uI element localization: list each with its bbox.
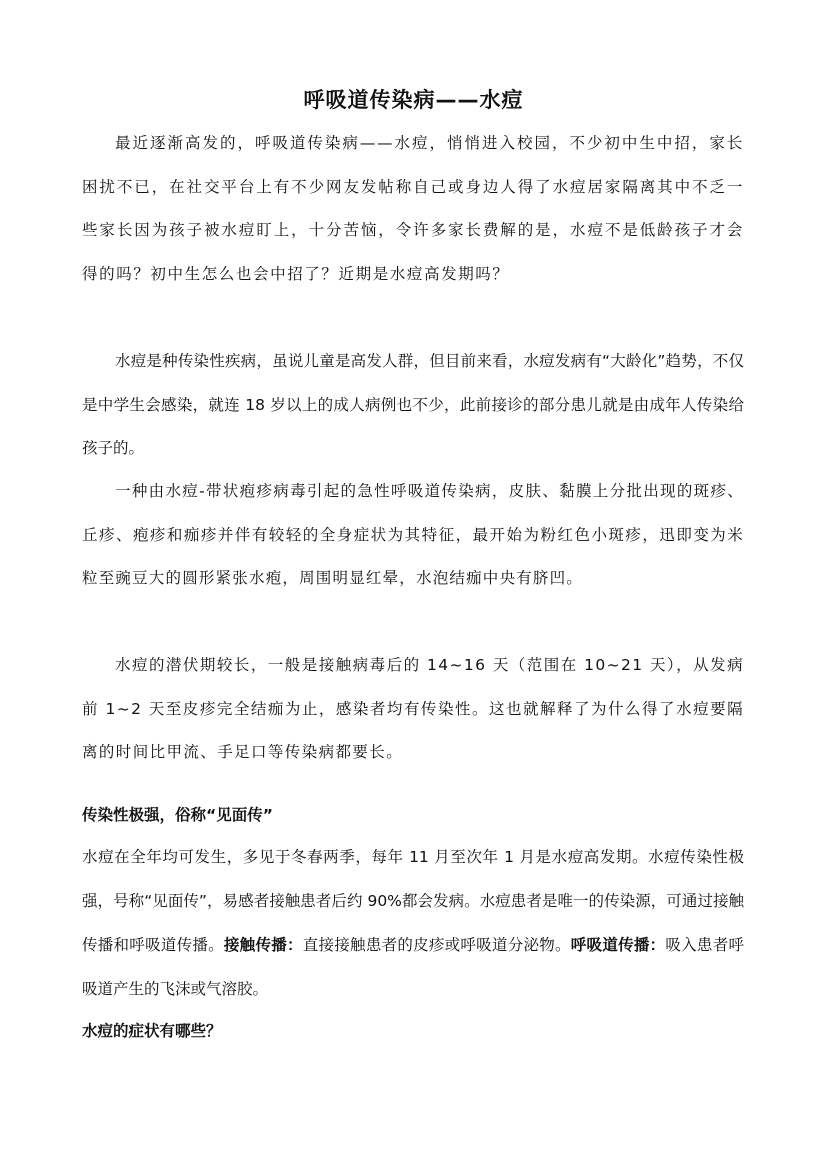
paragraph-intro: 最近逐渐高发的，呼吸道传染病——水痘，悄悄进入校园，不少初中生中招，家长困扰不已，在社交平台上有不少网友发帖称自己或身边人得了水痘居家隔离其中不乏一些家长因为孩子被水痘盯上，十分苦恼，令许多家长费解的是，水痘不是低龄孩子才会得的吗？初中生怎么也会中招了？近期是水痘高发期吗？ <box>82 134 744 283</box>
transmission-text-2: 直接接触患者的皮疹或呼吸道分泌物。 <box>302 936 571 954</box>
transmission-text-1: 水痘在全年均可发生，多见于冬春两季，每年 11 月至次年 1 月是水痘高发期。水痘传染性极强，号称“见面传”，易感者接触患者后约 90%都会发病。水痘患者是唯一的传染源，可通过接触传播和呼吸道传播。 <box>82 848 744 954</box>
contact-transmission-label: 接触传播： <box>223 936 303 954</box>
section-heading-contagious: 传染性极强，俗称“见面传” <box>82 806 273 824</box>
transmission-text-3: 吸入患者呼吸道产生的飞沫或气溶胶。 <box>82 936 744 998</box>
paragraph-symptoms-description: 一种由水痘-带状疱疹病毒引起的急性呼吸道传染病，皮肤、黏膜上分批出现的斑疹、丘疹、疱疹和痂疹并伴有较轻的全身症状为其特征，最开始为粉红色小斑疹，迅即变为米粒至豌豆大的圆形紧张水疱，周围明显红晕，水泡结痂中央有脐凹。 <box>82 482 744 587</box>
document-title: 呼吸道传染病——水痘 <box>303 88 524 112</box>
respiratory-transmission-label: 呼吸道传播： <box>570 936 666 954</box>
paragraph-transmission <box>82 835 744 1011</box>
paragraph-age-trend: 水痘是种传染性疾病，虽说儿童是高发人群，但目前来看，水痘发病有“大龄化”趋势，不仅是中学生会感染，就连 18 岁以上的成人病例也不少，此前接诊的部分患儿就是由成年人传染给孩子的。 <box>82 352 744 457</box>
paragraph-incubation-period: 水痘的潜伏期较长，一般是接触病毒后的 14~16 天（范围在 10~21 天），从发病前 1~2 天至皮疹完全结痂为止，感染者均有传染性。这也就解释了为什么得了水痘要隔离的时间比甲流、手足口等传染病都要长。 <box>82 656 744 761</box>
section-heading-symptoms: 水痘的症状有哪些？ <box>82 1022 222 1040</box>
